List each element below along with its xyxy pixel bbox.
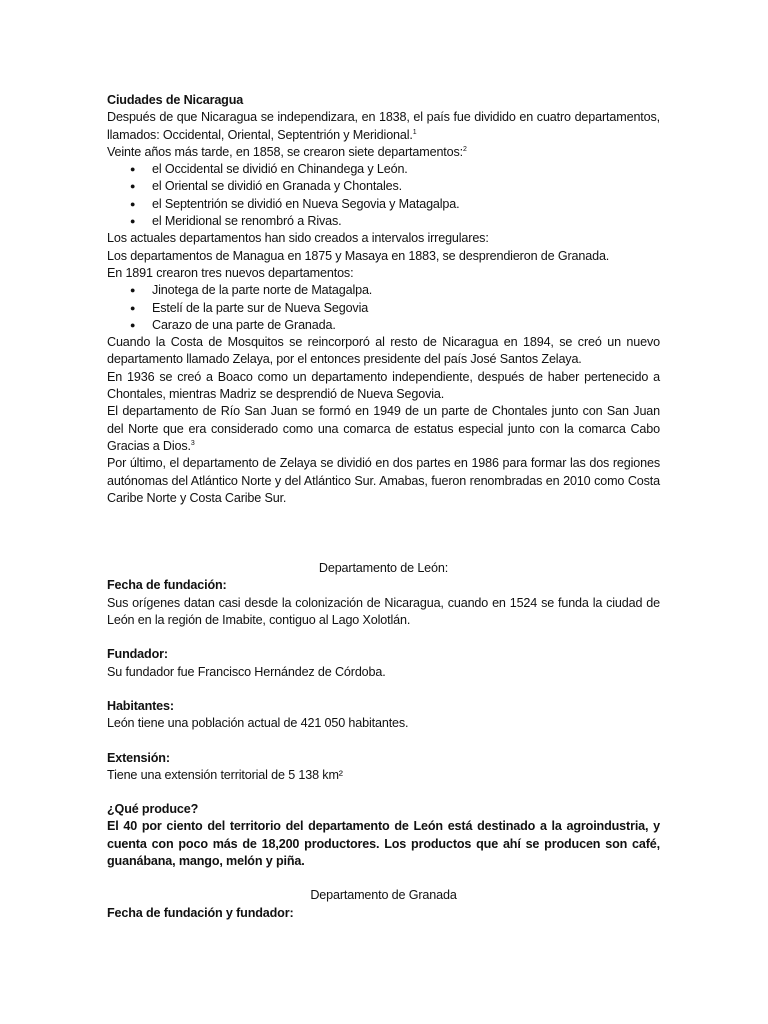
text-founder: Su fundador fue Francisco Hernández de Córdoba.	[107, 664, 386, 679]
paragraph-independence	[107, 109, 660, 144]
text-extension: Tiene una extensión territorial de 5 138 km²	[107, 767, 343, 782]
paragraph-seven-departments-text: Veinte años más tarde, en 1858, se crearon siete departamentos:	[107, 144, 463, 159]
heading-population: Habitantes:	[107, 698, 174, 713]
bullet-icon: ●	[130, 181, 136, 192]
list-item-text: Estelí de la parte sur de Nueva Segovia	[152, 300, 369, 315]
paragraph-independence-text: Después de que Nicaragua se independizara, en 1838, el país fue dividido en cuatro departamentos, llamados: Occidental, Oriental, Septentrión y Meridional.	[107, 110, 660, 142]
paragraph-rio-san-juan	[107, 403, 660, 455]
list-item-text: el Septentrión se dividió en Nueva Segovia y Matagalpa.	[152, 196, 460, 211]
list-item-text: Carazo de una parte de Granada.	[152, 317, 336, 332]
list-item	[107, 213, 660, 230]
heading-leon: Departamento de León:	[318, 561, 449, 576]
list-item	[107, 317, 660, 334]
bullet-icon: ●	[130, 198, 136, 209]
list-item	[107, 196, 660, 213]
list-item-text: Jinotega de la parte norte de Matagalpa.	[152, 283, 373, 298]
paragraph-seven-departments	[107, 144, 660, 161]
heading-granada: Departamento de Granada	[310, 888, 457, 903]
bullet-icon: ●	[130, 319, 136, 330]
list-item-text: el Oriental se dividió en Granada y Chontales.	[152, 179, 403, 194]
bullet-icon: ●	[130, 285, 136, 296]
text-population: León tiene una población actual de 421 050 habitantes.	[107, 716, 409, 731]
list-item	[107, 161, 660, 178]
spacer	[107, 784, 660, 801]
paragraph-irregular-intervals: Los actuales departamentos han sido creados a intervalos irregulares:	[107, 231, 489, 246]
bullet-icon: ●	[130, 164, 136, 175]
paragraph-boaco: En 1936 se creó a Boaco como un departamento independiente, después de haber pertenecido a Chontales, mientras Madriz se desprendió de Nueva Segovia.	[107, 369, 660, 402]
list-new-departments	[107, 282, 660, 334]
text-founding-date: Sus orígenes datan casi desde la colonización de Nicaragua, cuando en 1524 se funda la ciudad de León en la región de Imabite, contiguo al Lago Xolotlán.	[107, 595, 660, 628]
paragraph-rio-san-juan-text: El departamento de Río San Juan se formó en 1949 de un parte de Chontales junto con San Juan del Norte que era considerado como una comarca de estatus especial junto con la comarca Cabo Gracias a Dios.	[107, 404, 660, 453]
spacer	[107, 681, 660, 698]
heading-extension: Extensión:	[107, 750, 170, 765]
list-item-text: el Occidental se dividió en Chinandega y León.	[152, 162, 408, 177]
paragraph-autonomous-regions: Por último, el departamento de Zelaya se dividió en dos partes en 1986 para formar las dos regiones autónomas del Atlántico Norte y del Atlántico Sur. Amabas, fueron renombradas en 2010 como Costa Caribe Norte y Costa Caribe Sur.	[107, 456, 660, 505]
list-item	[107, 178, 660, 195]
bullet-icon: ●	[130, 216, 136, 227]
list-item-text: el Meridional se renombró a Rivas.	[152, 214, 342, 229]
spacer	[107, 870, 660, 887]
heading-granada-founding: Fecha de fundación y fundador:	[107, 905, 294, 920]
spacer	[107, 733, 660, 750]
heading-produce: ¿Qué produce?	[107, 802, 199, 817]
paragraph-1891: En 1891 crearon tres nuevos departamentos:	[107, 265, 354, 280]
section-title: Ciudades de Nicaragua	[107, 93, 244, 107]
spacer	[107, 629, 660, 646]
paragraph-zelaya: Cuando la Costa de Mosquitos se reincorporó al resto de Nicaragua en 1894, se creó un nuevo departamento llamado Zelaya, por el entonces presidente del país José Santos Zelaya.	[107, 335, 660, 367]
heading-founder: Fundador:	[107, 647, 168, 662]
footnote-ref-1[interactable]: 1	[412, 128, 417, 136]
paragraph-managua-masaya: Los departamentos de Managua en 1875 y Masaya en 1883, se desprendieron de Granada.	[107, 248, 610, 263]
document-page	[107, 92, 660, 922]
spacer	[107, 507, 660, 560]
footnote-ref-3[interactable]: 3	[190, 439, 195, 447]
list-department-divisions	[107, 161, 660, 230]
heading-founding-date: Fecha de fundación:	[107, 578, 227, 593]
text-produce: El 40 por ciento del territorio del departamento de León está destinado a la agroindustria, y cuenta con poco más de 18,200 productores. Los productos que ahí se producen son café, guanábana, mango, melón y piña.	[107, 819, 660, 868]
footnote-ref-2[interactable]: 2	[463, 145, 467, 153]
bullet-icon: ●	[130, 302, 136, 313]
list-item	[107, 282, 660, 299]
list-item	[107, 300, 660, 317]
